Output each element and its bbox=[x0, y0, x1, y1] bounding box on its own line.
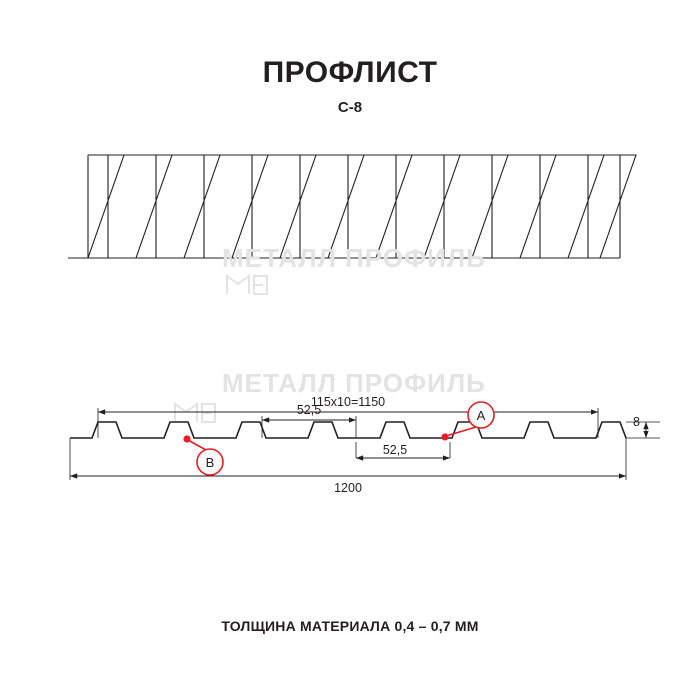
watermark-text-top: МЕТАЛЛ ПРОФИЛЬ bbox=[222, 243, 486, 273]
profile-outline bbox=[70, 422, 626, 438]
callout-b-label: B bbox=[205, 455, 215, 470]
dimension-rib-pitch-bottom-label: 52,5 bbox=[382, 443, 408, 457]
dimension-rib-pitch-top-label: 52,5 bbox=[296, 403, 322, 417]
profile-model: С-8 bbox=[337, 99, 363, 116]
cross-section-view bbox=[40, 360, 660, 500]
callout-b-leader bbox=[188, 440, 206, 450]
dimension-profile-height-label: 8 bbox=[633, 415, 640, 429]
dimension-total-width-label: 1200 bbox=[334, 481, 362, 495]
callout-a-label: A bbox=[476, 408, 486, 423]
callout-a-leader bbox=[446, 427, 476, 436]
callout-b bbox=[183, 435, 223, 475]
page-title: ПРОФЛИСТ bbox=[262, 56, 438, 89]
material-thickness-note: ТОЛЩИНА МАТЕРИАЛА 0,4 – 0,7 ММ bbox=[221, 618, 479, 634]
isometric-view bbox=[60, 130, 640, 310]
dimension-profile-height bbox=[633, 415, 646, 438]
watermark-text-bottom: МЕТАЛЛ ПРОФИЛЬ bbox=[222, 368, 486, 398]
callout-b-dot bbox=[183, 435, 190, 442]
dimension-rib-pitch-bottom bbox=[356, 443, 450, 458]
callout-a-dot bbox=[441, 433, 448, 440]
dimension-working-width bbox=[98, 395, 598, 412]
dimension-total-width bbox=[70, 476, 626, 495]
dimension-working-width-label: 115x10=1150 bbox=[310, 395, 386, 409]
